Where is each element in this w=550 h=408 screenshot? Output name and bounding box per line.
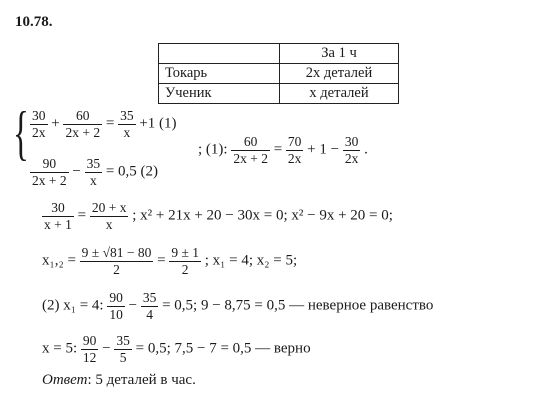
fraction: $\frac{9 \pm 1}{2}$ — [171, 245, 199, 277]
table-cell-value: 2x деталей — [280, 64, 399, 84]
roots-line: x₁,₂ = $\frac{9 \pm √81 - 80}{2}$ = $\frac{9 \pm 1}{2}$ ; x₁ = 4; x₂ = 5; — [42, 245, 298, 277]
quadratic-line: $\frac{30}{x + 1}$ = $\frac{20 + x}{x}$ ; x² + 21x + 20 − 30x = 0; x² − 9x + 20 = 0; — [44, 200, 393, 232]
answer — [42, 372, 196, 389]
fraction: $\frac{30}{2x}$ — [344, 134, 359, 166]
check-x2-line: x = 5: $\frac{90}{12}$ − $\frac{35}{5}$ = 0,5; 7,5 − 7 = 0,5 — верно — [42, 333, 311, 365]
system-eq1: $\frac{30}{2x}$ + $\frac{60}{2x + 2}$ = $\frac{35}{x}$ +1 (1) — [32, 108, 177, 140]
fraction: $\frac{35}{5}$ — [116, 333, 130, 365]
fraction: $\frac{70}{2x}$ — [287, 134, 302, 166]
system-brace: { — [13, 100, 29, 166]
table-header-empty — [159, 44, 280, 64]
fraction: $\frac{90}{2x + 2}$ — [32, 156, 67, 188]
fraction: $\frac{30}{2x}$ — [32, 108, 46, 140]
problem-number: 10.78. — [15, 14, 53, 30]
table-header-rate: За 1 ч — [280, 44, 399, 64]
table-row — [159, 84, 399, 104]
fraction: $\frac{90}{12}$ — [82, 333, 97, 365]
table-row — [159, 64, 399, 84]
answer-label: Ответ — [42, 372, 88, 388]
fraction: $\frac{60}{2x + 2}$ — [65, 108, 101, 140]
answer-text: : 5 деталей в час. — [87, 372, 196, 388]
fraction: $\frac{60}{2x + 2}$ — [233, 134, 268, 166]
fraction: $\frac{35}{4}$ — [142, 290, 157, 322]
rates-table — [158, 43, 399, 104]
table-cell-name: Ученик — [159, 84, 280, 104]
fraction: $\frac{90}{10}$ — [109, 290, 123, 322]
table-header-row — [159, 44, 399, 64]
check-x1-line: (2) x₁ = 4: $\frac{90}{10}$ − $\frac{35}{4}$ = 0,5; 9 − 8,75 = 0,5 — неверное равенство — [42, 290, 434, 322]
fraction: $\frac{20 + x}{x}$ — [91, 200, 127, 232]
fraction: $\frac{30}{x + 1}$ — [44, 200, 72, 232]
equation-1-solution: ; (1): $\frac{60}{2x + 2}$ = $\frac{70}{2x}$ + 1 − $\frac{30}{2x}$ . — [198, 134, 368, 166]
table-cell-name: Токарь — [159, 64, 280, 84]
fraction: $\frac{35}{x}$ — [86, 156, 101, 188]
system-eq2: $\frac{90}{2x + 2}$ − $\frac{35}{x}$ = 0,5 (2) — [32, 156, 159, 188]
table-cell-value: x деталей — [280, 84, 399, 104]
fraction: $\frac{35}{x}$ — [120, 108, 134, 140]
fraction: $\frac{9 \pm √81 - 80}{2}$ — [81, 245, 152, 277]
